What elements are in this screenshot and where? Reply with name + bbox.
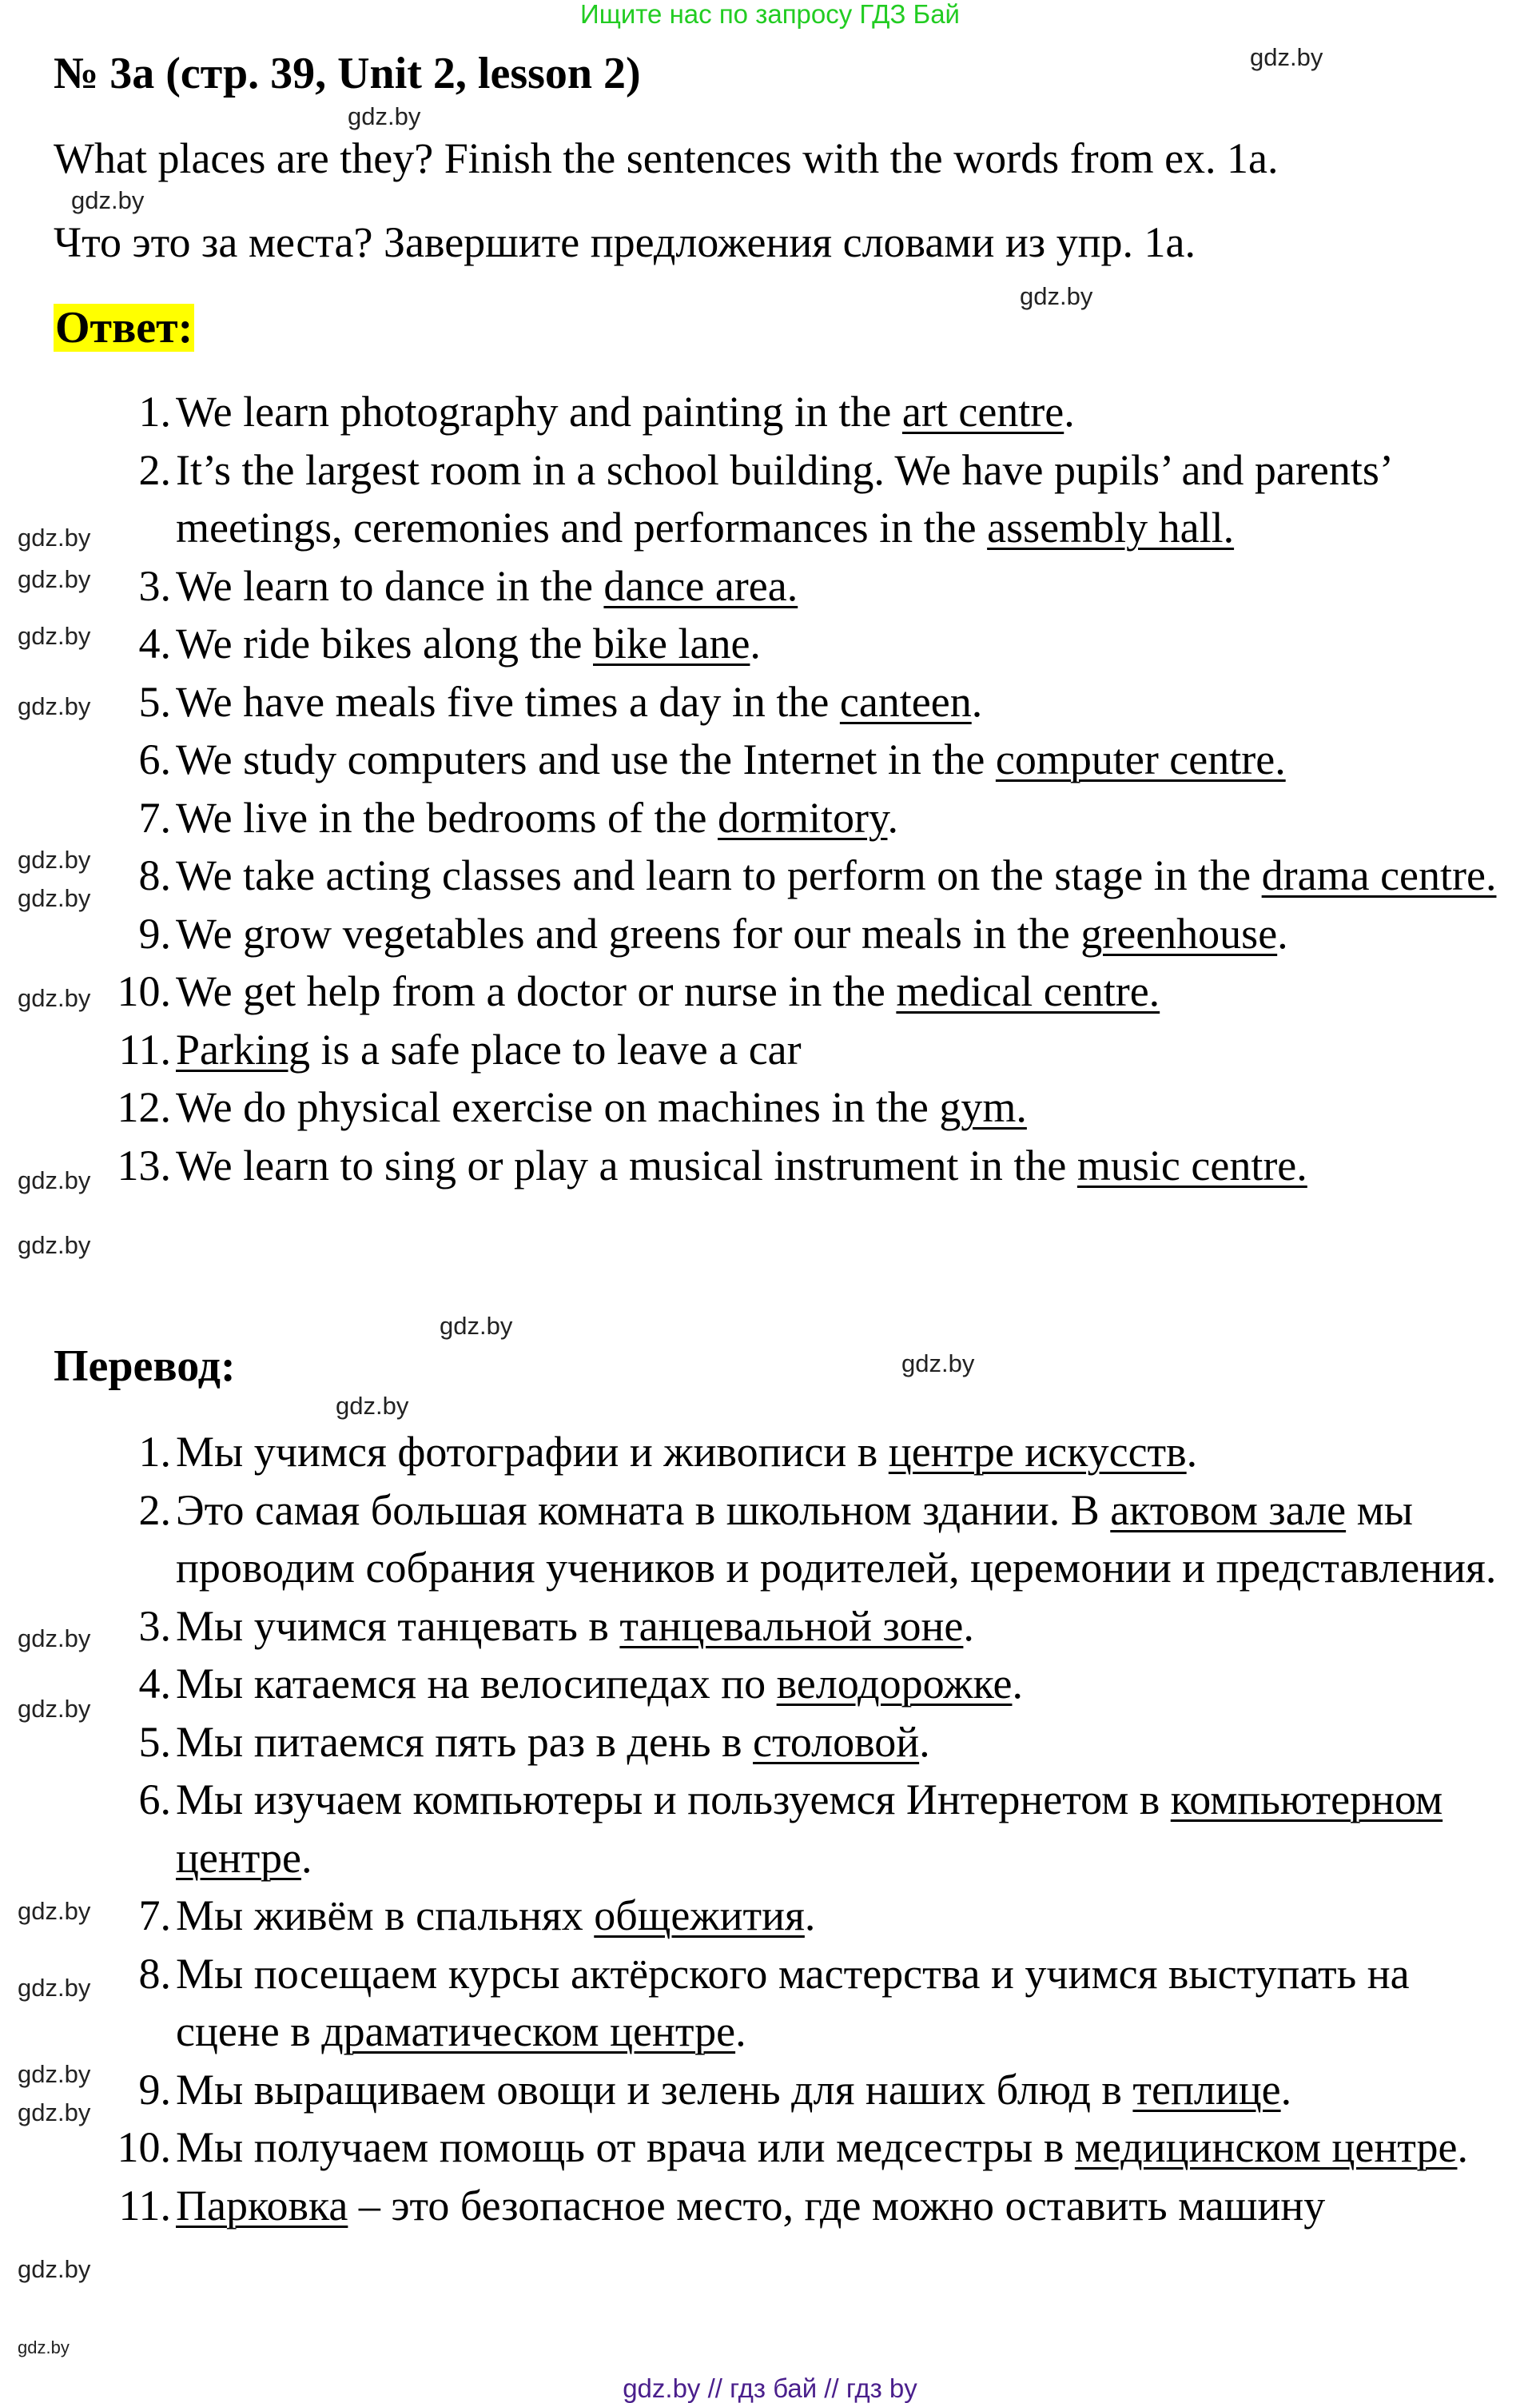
list-item	[0, 1945, 1502, 2061]
item-text: We have meals five times a day in the	[176, 677, 840, 726]
item-answer: gym.	[939, 1083, 1027, 1131]
item-text: мы проводим собрания учеников и родителей, церемонии и представления.	[176, 1485, 1497, 1592]
list-item	[0, 1771, 1502, 1887]
task-english: What places are they? Finish the sentences with the words from ex. 1a.	[54, 134, 1279, 182]
list-item	[0, 1137, 1502, 1195]
search-banner: Ищите нас по запросу ГДЗ Бай	[580, 0, 960, 29]
item-answer: актовом зале	[1110, 1485, 1347, 1534]
item-text: .	[750, 620, 761, 668]
item-text: We do physical exercise on machines in the	[176, 1083, 940, 1131]
watermark: gdz.by	[18, 1974, 91, 2002]
list-item	[0, 673, 1502, 731]
item-text: We take acting classes and learn to perform on the stage in the	[176, 851, 1262, 899]
item-answer: assembly hall.	[987, 504, 1235, 552]
watermark: gdz.by	[18, 622, 91, 650]
list-item	[0, 2177, 1502, 2235]
item-answer: Parking	[176, 1025, 310, 1074]
watermark: gdz.by	[901, 1349, 975, 1377]
item-number: 9.	[138, 909, 171, 958]
watermark: gdz.by	[440, 1312, 513, 1340]
list-item	[0, 615, 1502, 673]
watermark: gdz.by	[348, 102, 421, 130]
item-answer: центре искусств	[888, 1428, 1187, 1476]
item-number: 2.	[138, 445, 171, 494]
item-answer: drama centre.	[1261, 851, 1497, 899]
item-number: 11.	[118, 2181, 171, 2230]
item-number: 7.	[138, 1891, 171, 1939]
watermark: gdz.by	[18, 2098, 91, 2126]
item-text: .	[963, 1601, 974, 1650]
item-answer: Парковка	[176, 2181, 348, 2230]
item-text: We get help from a doctor or nurse in the	[176, 967, 897, 1015]
item-answer: art centre	[901, 388, 1064, 436]
item-text: We learn to dance in the	[176, 561, 604, 610]
item-number: 11.	[118, 1025, 171, 1074]
answer-label: Ответ:	[55, 303, 193, 353]
item-number: 4.	[138, 1660, 171, 1708]
item-answer: dance area.	[603, 561, 798, 610]
translations-list	[0, 1423, 1502, 2234]
item-text: .	[1280, 2065, 1292, 2114]
item-number: 2.	[138, 1485, 171, 1534]
item-text: .	[735, 2007, 746, 2055]
item-text: Мы получаем помощь от врача или медсестры в	[176, 2123, 1075, 2171]
list-item	[0, 1423, 1502, 1481]
watermark: gdz.by	[336, 1392, 409, 1420]
task-russian: Что это за места? Завершите предложения словами из упр. 1a.	[54, 218, 1196, 266]
list-item	[0, 383, 1502, 441]
watermark: gdz.by	[18, 565, 91, 593]
item-number: 10.	[117, 2123, 171, 2171]
item-number: 5.	[138, 1717, 171, 1766]
watermark: gdz.by	[18, 846, 91, 874]
item-text: .	[1064, 388, 1075, 436]
item-answer: medical centre.	[896, 967, 1160, 1015]
watermark: gdz.by	[1020, 282, 1093, 310]
item-text: Мы изучаем компьютеры и пользуемся Интернетом в	[176, 1775, 1171, 1823]
item-number: 9.	[138, 2065, 171, 2114]
item-text: We live in the bedrooms of the	[176, 793, 718, 842]
item-number: 8.	[138, 1949, 171, 1998]
item-answer: компьютерном центре	[176, 1775, 1443, 1882]
item-answer: велодорожке	[776, 1660, 1013, 1708]
item-text: .	[887, 793, 898, 842]
watermark: gdz.by	[18, 524, 91, 552]
item-text: We grow vegetables and greens for our meals in the	[176, 909, 1081, 958]
item-text: Это самая большая комната в школьном здании. В	[176, 1485, 1111, 1534]
item-text: Мы учимся фотографии и живописи в	[176, 1428, 889, 1476]
item-number: 10.	[117, 967, 171, 1015]
list-item	[0, 557, 1502, 616]
list-item	[0, 731, 1502, 789]
item-number: 8.	[138, 851, 171, 899]
watermark: gdz.by	[18, 1166, 91, 1194]
list-item	[0, 1713, 1502, 1771]
item-text: Мы учимся танцевать в	[176, 1601, 620, 1650]
list-item	[0, 962, 1502, 1021]
watermark: gdz.by	[18, 1897, 91, 1925]
item-number: 12.	[117, 1083, 171, 1131]
item-text: .	[1277, 909, 1288, 958]
item-number: 1.	[138, 1428, 171, 1476]
item-text: It’s the largest room in a school building. We have pupils’ and parents’ meetings, ceremonies and performances in the	[176, 445, 1391, 552]
item-answer: медицинском центре	[1074, 2123, 1458, 2171]
item-answer: танцевальной зоне	[619, 1601, 964, 1650]
list-item	[0, 1078, 1502, 1137]
item-text: is a safe place to leave a car	[310, 1025, 802, 1074]
item-text: Мы катаемся на велосипедах по	[176, 1660, 777, 1708]
item-text: Мы живём в спальнях	[176, 1891, 595, 1939]
list-item	[0, 441, 1502, 557]
list-item	[0, 1655, 1502, 1713]
item-number: 5.	[138, 677, 171, 726]
item-text: .	[971, 677, 983, 726]
item-text: We learn photography and painting in the	[176, 388, 902, 436]
item-text: .	[919, 1717, 930, 1766]
list-item	[0, 2061, 1502, 2119]
item-answer: столовой	[753, 1717, 920, 1766]
item-text: Мы выращиваем овощи и зелень для наших блюд в	[176, 2065, 1133, 2114]
item-answer: dormitory	[717, 793, 888, 842]
list-item	[0, 1887, 1502, 1945]
watermark: gdz.by	[18, 884, 91, 912]
watermark: gdz.by	[18, 2337, 70, 2357]
item-number: 7.	[138, 793, 171, 842]
watermark: gdz.by	[1250, 43, 1323, 71]
watermark: gdz.by	[18, 2060, 91, 2088]
list-item	[0, 2118, 1502, 2177]
item-number: 6.	[138, 1775, 171, 1823]
list-item	[0, 1597, 1502, 1656]
translation-label: Перевод:	[54, 1341, 236, 1391]
item-answer: computer centre.	[995, 735, 1286, 783]
item-text: .	[1012, 1660, 1023, 1708]
exercise-title: № 3a (стр. 39, Unit 2, lesson 2)	[54, 49, 641, 98]
list-item	[0, 1481, 1502, 1597]
item-text: – это безопасное место, где можно оставить машину	[348, 2181, 1326, 2230]
item-text: We study computers and use the Internet in the	[176, 735, 996, 783]
item-text: .	[1457, 2123, 1468, 2171]
item-answer: теплице	[1132, 2065, 1281, 2114]
answers-list	[0, 383, 1502, 1194]
item-answer: canteen	[839, 677, 972, 726]
watermark: gdz.by	[18, 1695, 91, 1723]
list-item	[0, 905, 1502, 963]
list-item	[0, 789, 1502, 847]
item-answer: music centre.	[1076, 1141, 1307, 1190]
item-answer: bike lane	[593, 620, 750, 668]
watermark: gdz.by	[71, 186, 145, 214]
list-item	[0, 847, 1502, 905]
watermark: gdz.by	[18, 692, 91, 720]
item-text: Мы питаемся пять раз в день в	[176, 1717, 753, 1766]
item-number: 3.	[138, 1601, 171, 1650]
item-number: 4.	[138, 620, 171, 668]
item-answer: драматическом центре	[321, 2007, 736, 2055]
item-text: We ride bikes along the	[176, 620, 593, 668]
watermark: gdz.by	[18, 1624, 91, 1652]
item-number: 6.	[138, 735, 171, 783]
item-number: 3.	[138, 561, 171, 610]
item-text: .	[301, 1833, 312, 1882]
list-item	[0, 1021, 1502, 1079]
watermark: gdz.by	[18, 984, 91, 1012]
item-text: Мы посещаем курсы актёрского мастерства и учимся выступать на сцене в	[176, 1949, 1410, 2055]
item-answer: общежития	[594, 1891, 805, 1939]
watermark: gdz.by	[18, 2255, 91, 2283]
footer-links[interactable]: gdz.by // гдз бай // гдз by	[623, 2373, 917, 2403]
item-number: 1.	[138, 388, 171, 436]
item-text: We learn to sing or play a musical instrument in the	[176, 1141, 1077, 1190]
item-text: .	[804, 1891, 816, 1939]
item-answer: greenhouse	[1080, 909, 1278, 958]
item-text: .	[1186, 1428, 1198, 1476]
item-number: 13.	[117, 1141, 171, 1190]
watermark: gdz.by	[18, 1231, 91, 1259]
